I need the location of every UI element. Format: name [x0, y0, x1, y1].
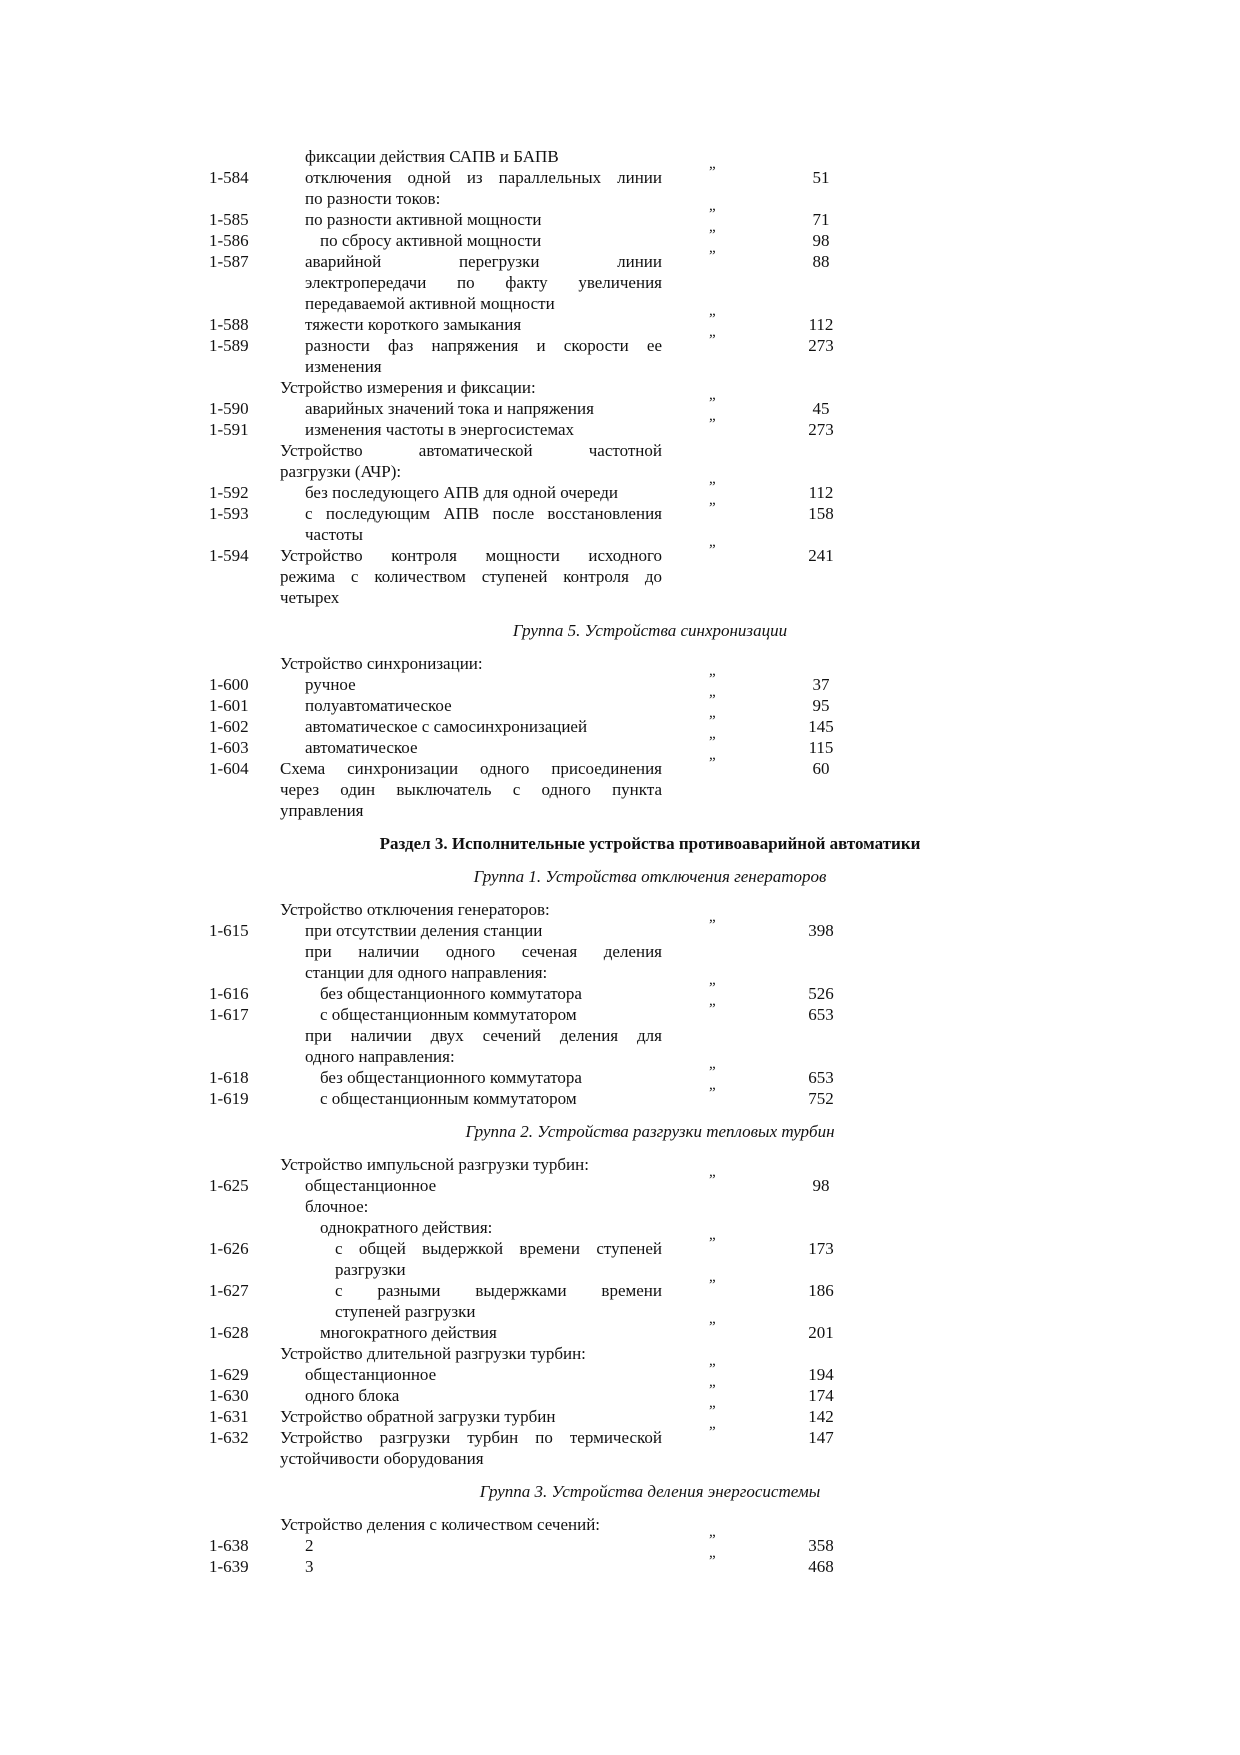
table-row — [0, 1448, 1240, 1469]
item-code: 1-591 — [209, 420, 249, 439]
ditto-mark: ” — [709, 671, 716, 687]
spacer — [0, 1502, 1240, 1514]
item-description: с общей выдержкой времени ступеней — [335, 1239, 662, 1258]
item-description: при отсутствии деления станции — [305, 921, 543, 940]
item-code: 1-600 — [209, 675, 249, 694]
table-row — [0, 1553, 1240, 1577]
item-price: 71 — [812, 210, 830, 229]
item-description: общестанционное — [305, 1176, 437, 1195]
item-description: без общестанционного коммутатора — [320, 1068, 582, 1087]
item-description: по разности токов: — [305, 189, 441, 208]
item-description: с общестанционным коммутатором — [320, 1005, 577, 1024]
item-description: 2 — [305, 1536, 314, 1555]
item-description: ступеней разгрузки — [335, 1302, 476, 1321]
item-code: 1-632 — [209, 1428, 249, 1447]
item-description: станции для одного направления: — [305, 963, 548, 982]
item-price: 241 — [808, 546, 834, 565]
table-row — [0, 587, 1240, 608]
table-row — [0, 1343, 1240, 1364]
item-price: 37 — [812, 675, 830, 694]
item-description: разгрузки — [335, 1260, 406, 1279]
item-price: 98 — [812, 231, 830, 250]
table-row — [0, 566, 1240, 587]
table-row — [0, 248, 1240, 272]
item-description: управления — [280, 801, 364, 820]
item-description: фиксации действия САПВ и БАПВ — [305, 147, 559, 166]
item-code: 1-593 — [209, 504, 249, 523]
ditto-mark: ” — [709, 713, 716, 729]
item-price: 45 — [812, 399, 830, 418]
item-price: 98 — [812, 1176, 830, 1195]
item-description: без общестанционного коммутатора — [320, 984, 582, 1003]
table-row — [0, 206, 1240, 230]
item-description: Устройство деления с количеством сечений: — [280, 1515, 601, 1534]
ditto-mark: ” — [709, 416, 716, 432]
section-heading: Раздел 3. Исполнительные устройства противоаварийной автоматики — [379, 834, 921, 853]
item-price: 158 — [808, 504, 834, 523]
item-code: 1-630 — [209, 1386, 249, 1405]
item-code: 1-584 — [209, 168, 249, 187]
table-row — [0, 1001, 1240, 1025]
item-code: 1-625 — [209, 1176, 249, 1195]
table-row — [0, 1532, 1240, 1556]
table-row — [0, 899, 1240, 920]
item-description: Устройство длительной разгрузки турбин: — [280, 1344, 586, 1363]
item-price: 358 — [808, 1536, 834, 1555]
table-row — [0, 734, 1240, 758]
item-description: разности фаз напряжения и скорости ее — [305, 336, 662, 355]
table-row — [0, 188, 1240, 209]
item-description: Устройство синхронизации: — [280, 654, 483, 673]
item-description: без последующего АПВ для одной очереди — [305, 483, 618, 502]
item-description: четырех — [280, 588, 340, 607]
item-price: 51 — [812, 168, 830, 187]
group-heading: Группа 2. Устройства разгрузки тепловых турбин — [465, 1122, 835, 1141]
item-code: 1-629 — [209, 1365, 249, 1384]
item-description: по сбросу активной мощности — [320, 231, 542, 250]
table-row — [0, 1064, 1240, 1088]
item-description: аварийной перегрузки линии — [305, 252, 662, 271]
item-description: тяжести короткого замыкания — [305, 315, 522, 334]
item-code: 1-602 — [209, 717, 249, 736]
table-row — [0, 542, 1240, 566]
item-description: с разными выдержками времени — [335, 1281, 662, 1300]
price-list-page — [0, 146, 1240, 1577]
ditto-mark: ” — [709, 917, 716, 933]
table-row — [0, 917, 1240, 941]
table-row — [0, 1382, 1240, 1406]
ditto-mark: ” — [709, 395, 716, 411]
item-description: Устройство импульсной разгрузки турбин: — [280, 1155, 589, 1174]
ditto-mark: ” — [709, 1085, 716, 1101]
ditto-mark: ” — [709, 206, 716, 222]
table-row — [0, 962, 1240, 983]
table-row — [0, 692, 1240, 716]
item-price: 95 — [812, 696, 830, 715]
item-code: 1-604 — [209, 759, 249, 778]
item-description: полуавтоматическое — [305, 696, 452, 715]
item-code: 1-617 — [209, 1005, 249, 1024]
item-description: частоты — [305, 525, 363, 544]
item-description: с общестанционным коммутатором — [320, 1089, 577, 1108]
item-description: Устройство контроля мощности исходного — [280, 546, 662, 565]
ditto-mark: ” — [709, 1235, 716, 1251]
item-price: 174 — [808, 1386, 834, 1405]
table-row — [0, 779, 1240, 800]
item-description: Устройство отключения генераторов: — [280, 900, 550, 919]
item-price: 142 — [808, 1407, 834, 1426]
item-price: 145 — [808, 717, 834, 736]
item-description: изменения частоты в энергосистемах — [305, 420, 575, 439]
item-description: одного блока — [305, 1386, 400, 1405]
table-row — [0, 1196, 1240, 1217]
spacer — [0, 1109, 1240, 1121]
item-price: 112 — [808, 483, 834, 502]
ditto-mark: ” — [709, 734, 716, 750]
item-code: 1-616 — [209, 984, 249, 1003]
group-heading: Группа 5. Устройства синхронизации — [512, 621, 788, 640]
table-row — [0, 377, 1240, 398]
table-row — [0, 146, 1240, 167]
item-description: по разности активной мощности — [305, 210, 542, 229]
item-code: 1-628 — [209, 1323, 249, 1342]
spacer — [0, 608, 1240, 620]
table-row — [0, 800, 1240, 821]
ditto-mark: ” — [709, 164, 716, 180]
table-row — [0, 164, 1240, 188]
ditto-mark: ” — [709, 1403, 716, 1419]
ditto-mark: ” — [709, 248, 716, 264]
item-price: 115 — [808, 738, 834, 757]
table-row — [0, 524, 1240, 545]
item-code: 1-586 — [209, 231, 249, 250]
table-row — [0, 227, 1240, 251]
group-heading: Группа 1. Устройства отключения генераторов — [473, 867, 827, 886]
item-price: 752 — [808, 1089, 834, 1108]
item-description: автоматическое — [305, 738, 418, 757]
table-row — [0, 293, 1240, 314]
table-row — [0, 461, 1240, 482]
ditto-mark: ” — [709, 692, 716, 708]
table-row — [0, 941, 1240, 962]
item-price: 194 — [808, 1365, 834, 1384]
item-price: 88 — [812, 252, 830, 271]
spacer — [0, 641, 1240, 653]
spacer — [0, 1142, 1240, 1154]
item-price: 653 — [808, 1068, 834, 1087]
table-row — [0, 479, 1240, 503]
item-price: 273 — [808, 336, 834, 355]
ditto-mark: ” — [709, 755, 716, 771]
item-price: 273 — [808, 420, 834, 439]
item-description: аварийных значений тока и напряжения — [305, 399, 594, 418]
ditto-mark: ” — [709, 542, 716, 558]
table-row — [0, 1154, 1240, 1175]
group-heading: Группа 3. Устройства деления энергосистемы — [479, 1482, 821, 1501]
ditto-mark: ” — [709, 1064, 716, 1080]
item-code: 1-603 — [209, 738, 249, 757]
item-price: 398 — [808, 921, 834, 940]
item-code: 1-590 — [209, 399, 249, 418]
item-code: 1-618 — [209, 1068, 249, 1087]
item-price: 112 — [808, 315, 834, 334]
table-row — [0, 1046, 1240, 1067]
item-description: 3 — [305, 1557, 314, 1576]
spacer — [0, 887, 1240, 899]
item-description: с последующим АПВ после восстановления — [305, 504, 662, 523]
table-row — [0, 1235, 1240, 1259]
ditto-mark: ” — [709, 1319, 716, 1335]
item-description: при наличии одного сеченая деления — [305, 942, 662, 961]
table-row — [0, 1277, 1240, 1301]
table-row — [0, 440, 1240, 461]
ditto-mark: ” — [709, 1361, 716, 1377]
table-row — [0, 755, 1240, 779]
item-description: ручное — [305, 675, 356, 694]
ditto-mark: ” — [709, 1382, 716, 1398]
item-code: 1-639 — [209, 1557, 249, 1576]
item-code: 1-615 — [209, 921, 249, 940]
item-code: 1-631 — [209, 1407, 249, 1426]
ditto-mark: ” — [709, 311, 716, 327]
item-description: Устройство автоматической частотной — [280, 441, 662, 460]
table-row — [0, 1403, 1240, 1427]
table-row — [0, 416, 1240, 440]
spacer — [0, 854, 1240, 866]
item-code: 1-627 — [209, 1281, 249, 1300]
item-code: 1-589 — [209, 336, 249, 355]
item-price: 186 — [808, 1281, 834, 1300]
item-code: 1-601 — [209, 696, 249, 715]
table-row — [0, 653, 1240, 674]
table-row — [0, 1424, 1240, 1448]
item-code: 1-588 — [209, 315, 249, 334]
item-description: Устройство измерения и фиксации: — [280, 378, 536, 397]
item-description: автоматическое с самосинхронизацией — [305, 717, 588, 736]
item-code: 1-626 — [209, 1239, 249, 1258]
item-description: устойчивости оборудования — [280, 1449, 484, 1468]
table-row — [0, 311, 1240, 335]
ditto-mark: ” — [709, 1424, 716, 1440]
table-row — [0, 1217, 1240, 1238]
item-description: блочное: — [305, 1197, 369, 1216]
item-description: электропередачи по факту увеличения — [305, 273, 662, 292]
ditto-mark: ” — [709, 1553, 716, 1569]
item-price: 201 — [808, 1323, 834, 1342]
item-code: 1-619 — [209, 1089, 249, 1108]
item-code: 1-594 — [209, 546, 249, 565]
item-description: Устройство разгрузки турбин по термической — [280, 1428, 662, 1447]
item-price: 173 — [808, 1239, 834, 1258]
table-row — [0, 1319, 1240, 1343]
table-row — [0, 500, 1240, 524]
table-row — [0, 1172, 1240, 1196]
table-row — [0, 980, 1240, 1004]
ditto-mark: ” — [709, 1532, 716, 1548]
table-row — [0, 713, 1240, 737]
item-description: Устройство обратной загрузки турбин — [280, 1407, 556, 1426]
table-row — [0, 1361, 1240, 1385]
ditto-mark: ” — [709, 1001, 716, 1017]
item-description: многократного действия — [320, 1323, 497, 1342]
ditto-mark: ” — [709, 1277, 716, 1293]
ditto-mark: ” — [709, 332, 716, 348]
item-description: одного направления: — [305, 1047, 455, 1066]
item-code: 1-585 — [209, 210, 249, 229]
table-row — [0, 671, 1240, 695]
table-row — [0, 395, 1240, 419]
item-code: 1-638 — [209, 1536, 249, 1555]
item-description: изменения — [305, 357, 382, 376]
table-row — [0, 356, 1240, 377]
ditto-mark: ” — [709, 1172, 716, 1188]
table-row — [0, 332, 1240, 356]
item-description: режима с количеством ступеней контроля до — [280, 567, 662, 586]
item-description: через один выключатель с одного пункта — [280, 780, 662, 799]
item-description: отключения одной из параллельных линии — [305, 168, 662, 187]
item-description: при наличии двух сечений деления для — [305, 1026, 662, 1045]
spacer — [0, 1469, 1240, 1481]
item-description: передаваемой активной мощности — [305, 294, 555, 313]
table-row — [0, 272, 1240, 293]
item-price: 60 — [812, 759, 830, 778]
ditto-mark: ” — [709, 479, 716, 495]
item-description: общестанционное — [305, 1365, 437, 1384]
item-code: 1-587 — [209, 252, 249, 271]
table-row — [0, 1259, 1240, 1280]
table-row — [0, 1085, 1240, 1109]
item-description: Схема синхронизации одного присоединения — [280, 759, 662, 778]
spacer — [0, 821, 1240, 833]
ditto-mark: ” — [709, 500, 716, 516]
item-price: 468 — [808, 1557, 834, 1576]
item-description: разгрузки (АЧР): — [280, 462, 402, 481]
item-price: 526 — [808, 984, 834, 1003]
table-row — [0, 1301, 1240, 1322]
item-price: 653 — [808, 1005, 834, 1024]
item-description: однократного действия: — [320, 1218, 493, 1237]
ditto-mark: ” — [709, 980, 716, 996]
item-code: 1-592 — [209, 483, 249, 502]
table-row — [0, 1514, 1240, 1535]
ditto-mark: ” — [709, 227, 716, 243]
table-row — [0, 1025, 1240, 1046]
item-price: 147 — [808, 1428, 834, 1447]
